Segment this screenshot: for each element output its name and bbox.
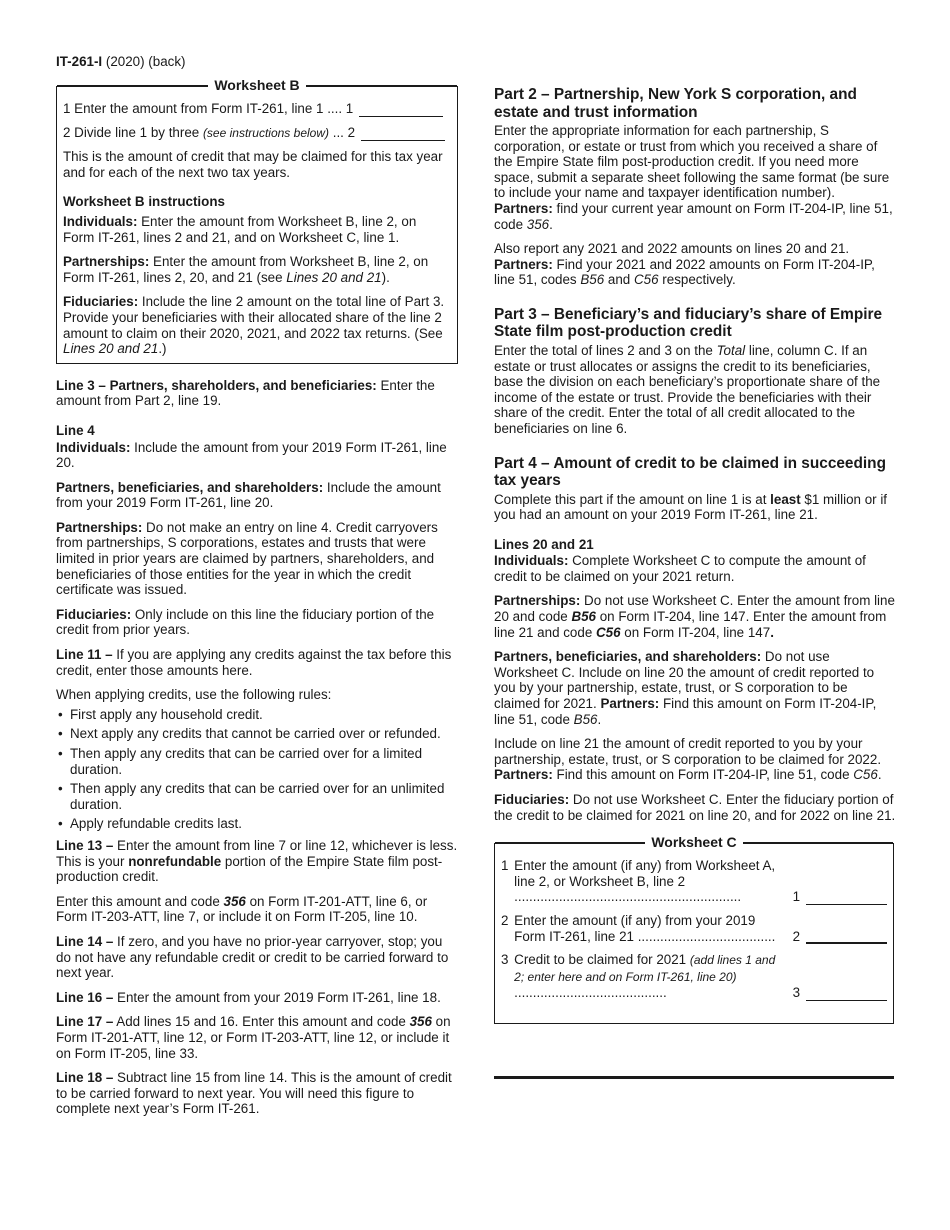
worksheet-b-individuals: Individuals: Enter the amount from Worksheet B, line 2, on Form IT-261, lines 2 and 21, and on Worksheet C, line 1.	[63, 213, 417, 245]
form-id: IT-261-I	[56, 54, 103, 69]
worksheet-b-line-2-field[interactable]	[361, 128, 445, 141]
worksheet-b-partnerships: Partnerships: Enter the amount from Worksheet B, line 2, on Form IT-261, lines 2, 20, and 21 (see Lines 20 and 21).	[63, 254, 429, 285]
worksheet-c-title: Worksheet C	[645, 835, 742, 851]
worksheet-c-line-2-field[interactable]	[806, 930, 887, 944]
part-2-additional: Also report any 2021 and 2022 amounts on lines 20 and 21. Partners: Find your 2021 and 2022 amounts on Form IT-204-IP, line 51, codes B56 and C56 respectively.	[494, 241, 875, 288]
line-21-text: Include on line 21 the amount of credit reported to you by your partnership, estate, trust, or S corporation to be claimed for 2022. Partners: Find this amount on Form IT-204-IP, line 51, code C56.	[494, 736, 882, 783]
line-4-individuals: Individuals: Include the amount from your 2019 Form IT-261, line 20.	[56, 439, 447, 471]
line-4-fiduciaries: Fiduciaries: Only include on this line the fiduciary portion of the credit from prior years.	[56, 606, 435, 638]
worksheet-c-line-1-field[interactable]	[806, 892, 887, 905]
part-2-text: Enter the appropriate information for each partnership, S corporation, or estate or trust from which you received a share of the Empire State film post-production credit. If you need more space, submit a separate sheet following the same format (be sure to include your name and taxpayer identification number). Partners: find your current year amount on Form IT-204-IP, line 51, code 356.	[494, 123, 893, 232]
part-4-text: Complete this part if the amount on line 1 is at least $1 million or if you had an amount on your 2019 Form IT-261, line 21.	[494, 491, 888, 523]
worksheet-c-line-3-field[interactable]	[806, 988, 887, 1001]
part-3-heading: Part 3 – Beneficiary’s and fiduciary’s share of Empire State film post-production credit	[494, 305, 883, 341]
worksheet-b-instructions-heading: Worksheet B instructions	[63, 194, 225, 210]
worksheet-b-line-1: 1 Enter the amount from Form IT-261, line 1 .... 1	[63, 101, 451, 117]
worksheet-b-fiduciaries: Fiduciaries: Include the line 2 amount on the total line of Part 3. Provide your beneficiaries with their allocated share of the line 2 amount to claim on their 2020, 2021, and 2022 tax returns. (See Lines 20 and 21.)	[63, 294, 445, 357]
line-14-instructions: Line 14 – If zero, and you have no prior-year carryover, stop; you do not have any refundable credit or credit to be carried forward to next year.	[56, 933, 449, 981]
part-2-heading: Part 2 – Partnership, New York S corporation, and estate and trust information	[494, 86, 857, 121]
part-3-text: Enter the total of lines 2 and 3 on the Total line, column C. If an estate or trust allocates or assigns the credit to its beneficiaries, base the division on each beneficiary’s proportionate share of the income of the estate or trust. Provide the beneficiaries with their share of the credit. Enter the total of all credit allocated to the beneficiaries on line 6.	[494, 342, 881, 436]
page-header	[56, 54, 186, 70]
line-13-code-note: Enter this amount and code 356 on Form IT-201-ATT, line 6, or Form IT-203-ATT, line 7, or include it on Form IT-205, line 10.	[56, 893, 428, 925]
line-18-instructions: Line 18 – Subtract line 15 from line 14. This is the amount of credit to be carried forward to next year. You will need this figure to complete next year’s Form IT-261.	[56, 1070, 452, 1117]
worksheet-b-line-2: 2 Divide line 1 by three (see instructions below) ... 2	[63, 125, 451, 142]
worksheet-b	[56, 77, 458, 364]
worksheet-b-title: Worksheet B	[208, 78, 305, 94]
lines-20-21-partnerships: Partnerships: Do not use Worksheet C. Enter the amount from line 20 and code B56 on Form IT-204, line 147. Enter the amount from line 21 and code C56 on Form IT-204, line 147.	[494, 593, 895, 640]
line-4-partnerships: Partnerships: Do not make an entry on line 4. Credit carryovers from partnerships, S corporations, estates and trusts that were limited in prior years are claimed by partners, shareholders, and beneficiaries of those entities for the year in which the credit certificate was issued.	[56, 519, 438, 598]
right-column	[494, 86, 896, 1024]
line-17-instructions: Line 17 – Add lines 15 and 16. Enter this amount and code 356 on Form IT-201-ATT, line 12, or Form IT-203-ATT, line 12, or include it on Form IT-205, line 33.	[56, 1014, 451, 1061]
left-column	[56, 77, 458, 1126]
worksheet-c-line-1: 1 Enter the amount (if any) from Worksheet A, line 2, or Worksheet B, line 2 ............................................................. 1	[501, 858, 887, 905]
worksheet-c	[494, 834, 894, 1024]
worksheet-c-line-2: 2 Enter the amount (if any) from your 2019 Form IT-261, line 21 ..................................... 2	[501, 913, 887, 944]
lines-20-21-partners-beneficiaries: Partners, beneficiaries, and shareholders: Do not use Worksheet C. Include on line 20 the amount of credit reported to you by your partnership, estate, trust, or S corporation to be claimed for 2021. Partners: Find this amount on Form IT-204-IP, line 51, code B56.	[494, 649, 877, 727]
worksheet-b-line-1-field[interactable]	[359, 104, 443, 117]
line-13-instructions: Line 13 – Enter the amount from line 7 or line 12, whichever is less. This is your nonrefundable portion of the Empire State film post-production credit.	[56, 837, 458, 885]
list-item: • First apply any household credit.	[56, 707, 458, 723]
line-11-instructions: Line 11 – If you are applying any credits against the tax before this credit, enter those amounts here.	[56, 647, 452, 678]
line-4-heading: Line 4	[56, 422, 95, 438]
list-item: • Then apply any credits that can be carried over for a limited duration.	[56, 746, 458, 777]
list-item: • Next apply any credits that cannot be carried over or refunded.	[56, 726, 458, 742]
list-item: • Apply refundable credits last.	[56, 816, 458, 832]
part-4-heading: Part 4 – Amount of credit to be claimed in succeeding tax years	[494, 454, 886, 489]
worksheet-b-note: This is the amount of credit that may be claimed for this tax year and for each of the next two tax years.	[63, 149, 443, 180]
form-year: (2020) (back)	[102, 54, 186, 69]
bottom-rule	[494, 1076, 894, 1079]
lines-20-21-heading: Lines 20 and 21	[494, 536, 594, 552]
list-item: • Then apply any credits that can be carried over for an unlimited duration.	[56, 781, 458, 812]
lines-20-21-fiduciaries: Fiduciaries: Do not use Worksheet C. Enter the fiduciary portion of the credit to be claimed for 2021 on line 20, and for 2022 on line 21.	[494, 792, 896, 823]
lines-20-21-individuals: Individuals: Complete Worksheet C to compute the amount of credit to be claimed on your 2021 return.	[494, 553, 866, 584]
rules-list	[56, 707, 458, 832]
rules-intro: When applying credits, use the following rules:	[56, 687, 332, 703]
line-4-partners-beneficiaries: Partners, beneficiaries, and shareholders: Include the amount from your 2019 Form IT-261, line 20.	[56, 479, 441, 511]
worksheet-c-line-3: 3 Credit to be claimed for 2021 (add lines 1 and 2; enter here and on Form IT-261, line 20) ......................................... 3	[501, 952, 887, 1001]
line-3-instructions: Line 3 – Partners, shareholders, and beneficiaries: Enter the amount from Part 2, line 19.	[56, 377, 435, 409]
line-16-instructions: Line 16 – Enter the amount from your 2019 Form IT-261, line 18.	[56, 989, 441, 1005]
